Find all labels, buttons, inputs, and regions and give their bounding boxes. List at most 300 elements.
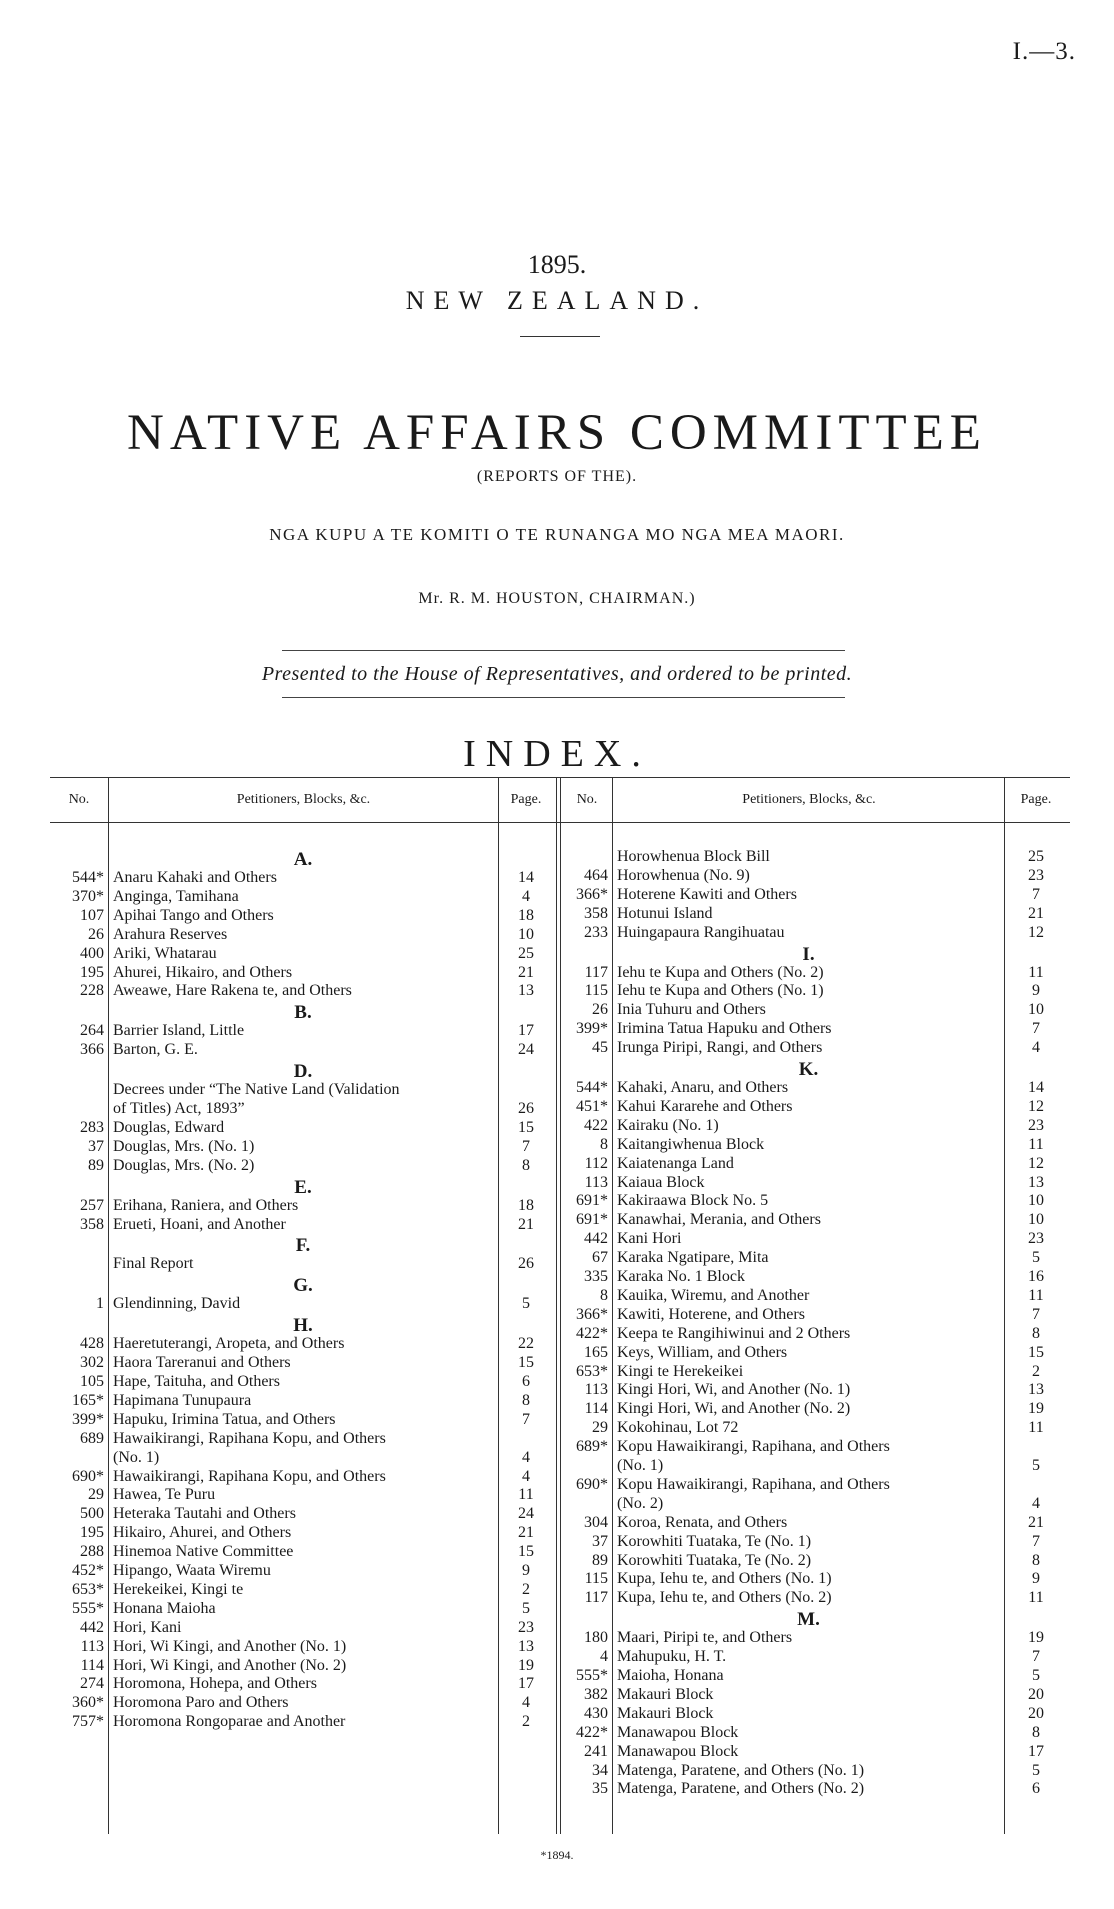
entry-page: 11 [1028,963,1044,981]
entry-number: 302 [80,1354,104,1372]
entry-name: Haeretuterangi, Aropeta, and Others [113,1335,345,1353]
entry-name: Hoterene Kawiti and Others [617,885,797,903]
entry-name: Kokohinau, Lot 72 [617,1419,739,1437]
entry-name: Douglas, Edward [113,1118,225,1136]
entry-number: 113 [584,1173,608,1191]
table-row [0,1344,1114,1362]
entry-name: Keys, William, and Others [617,1343,788,1361]
entry-page: 11 [1028,1589,1044,1607]
entry-number: 464 [584,866,608,884]
entry-page: 19 [1028,1400,1044,1418]
entry-name: Decrees under “The Native Land (Validation [113,1081,400,1099]
table-row [0,1762,1114,1780]
entry-name: Korowhiti Tuataka, Te (No. 2) [617,1551,812,1569]
entry-number: 689* [576,1438,608,1456]
entry-name: Makauri Block [617,1685,714,1703]
country: NEW ZEALAND. [405,286,709,315]
entry-page: 20 [1028,1685,1044,1703]
entry-name: Kaiaua Block [617,1173,705,1191]
entry-page: 24 [518,1041,534,1059]
entry-name: Hotunui Island [617,904,713,922]
entry-number: 399* [72,1410,104,1428]
section-letter: M. [797,1609,820,1631]
entry-page: 21 [1028,904,1044,922]
entry-number: 195 [80,963,104,981]
page-reference: I.—3. [1012,38,1076,65]
entry-page: 22 [518,1335,534,1353]
entry-number: 544* [72,869,104,886]
table-row [0,982,1114,1000]
entry-number: 358 [80,1215,104,1233]
entry-name: Kupa, Iehu te, and Others (No. 2) [617,1589,832,1607]
entry-name: Glendinning, David [113,1295,241,1313]
entry-page: 6 [1032,1780,1040,1798]
entry-name: Kopu Hawaikirangi, Rapihana, and Others [617,1438,890,1456]
entry-number: 26 [592,1001,608,1019]
entry-name: Arahura Reserves [113,925,228,943]
entry-number: 29 [88,1486,104,1504]
entry-number: 117 [584,1589,608,1607]
entry-name: Hinemoa Native Committee [113,1543,294,1561]
table-row [0,1001,1114,1019]
entry-name: (No. 1) [617,1457,664,1474]
entry-number: 89 [592,1551,608,1569]
table-row [0,1211,1114,1229]
entry-name: Kingi Hori, Wi, and Another (No. 1) [617,1381,851,1399]
section-letter: I. [802,943,815,965]
entry-page: 15 [1028,1343,1044,1361]
divider [282,650,845,651]
table-row [0,1117,1114,1135]
table-row [0,1629,1114,1647]
entry-number: 422* [576,1324,608,1342]
table-row [0,1495,1114,1513]
entry-name: Hapimana Tunupaura [113,1391,252,1409]
entry-page: 23 [1028,866,1044,884]
entry-page: 5 [1032,1667,1040,1684]
table-row [0,1438,1114,1456]
entry-name: Karaka Ngatipare, Mita [617,1249,769,1267]
table-row [0,1155,1114,1173]
entry-number: 544* [576,1079,608,1096]
entry-number: 45 [592,1039,608,1057]
entry-number: 366* [576,885,608,903]
footnote: *1894. [540,1848,574,1862]
entry-page: 4 [522,887,530,905]
entry-page: 14 [518,869,534,886]
entry-name: Barrier Island, Little [113,1022,245,1040]
entry-name: Karaka No. 1 Block [617,1268,745,1285]
entry-number: 114 [80,1656,104,1674]
table-row [0,1325,1114,1343]
entry-page: 5 [1032,1761,1040,1779]
table-row [0,1743,1114,1761]
chairman-line: Mr. R. M. HOUSTON, CHAIRMAN.) [418,590,696,607]
entry-number: 358 [584,904,608,922]
entry-name: Horowhenua Block Bill [617,848,770,865]
entry-page: 23 [518,1618,534,1636]
entry-name: Haora Tareranui and Others [113,1354,291,1372]
entry-page: 4 [1032,1494,1040,1512]
entry-page: 17 [518,1022,534,1040]
entry-name: Ahurei, Hikairo, and Others [113,963,293,981]
entry-number: 430 [584,1704,608,1722]
entry-page: 5 [522,1295,530,1313]
entry-page: 6 [522,1373,530,1390]
entry-page: 17 [1028,1742,1044,1760]
entry-page: 21 [1028,1513,1044,1531]
entry-name: Hape, Taituha, and Others [113,1373,280,1390]
table-row [0,1570,1114,1588]
entry-name: Barton, G. E. [113,1041,198,1059]
table-row [0,848,1114,866]
entry-number: 115 [584,982,608,1000]
year: 1895. [527,250,587,279]
entry-name: Hori, Wi Kingi, and Another (No. 1) [113,1637,347,1655]
table-row [0,1667,1114,1685]
entry-number: 366* [576,1305,608,1323]
table-row [0,1039,1114,1057]
entry-name: Matenga, Paratene, and Others (No. 2) [617,1780,865,1798]
table-row [0,1780,1114,1798]
entry-name: (No. 1) [113,1448,160,1466]
entry-page: 4 [522,1448,530,1466]
entry-name: Honana Maioha [113,1599,216,1617]
entry-name: Horowhenua (No. 9) [617,866,750,884]
entry-number: 283 [80,1118,104,1136]
entry-name: Kingi Hori, Wi, and Another (No. 2) [617,1400,851,1418]
table-row [0,1514,1114,1532]
index-heading: INDEX. [463,733,651,775]
header-no-right: No. [576,792,598,807]
table-row [0,1705,1114,1723]
entry-name: Douglas, Mrs. (No. 2) [113,1156,255,1174]
entry-number: 114 [584,1400,608,1418]
entry-page: 26 [518,1255,534,1273]
entry-number: 1 [96,1295,104,1313]
entry-number: 37 [88,1137,104,1155]
entry-page: 9 [1032,982,1040,1000]
table-row [0,1400,1114,1418]
header-page-right: Page. [1020,792,1052,807]
entry-name: Iehu te Kupa and Others (No. 1) [617,982,824,1000]
entry-page: 23 [1028,1230,1044,1248]
entry-page: 10 [1028,1211,1044,1229]
entry-page: 10 [518,925,534,943]
table-row [0,924,1114,942]
table-row [0,1136,1114,1154]
section-letter: B. [294,1002,312,1024]
entry-page: 15 [518,1354,534,1372]
entry-page: 4 [1032,1039,1040,1057]
entry-name: Maari, Piripi te, and Others [617,1629,793,1647]
entry-name: Kupa, Iehu te, and Others (No. 1) [617,1570,832,1588]
entry-name: Kopu Hawaikirangi, Rapihana, and Others [617,1475,890,1493]
entry-number: 442 [584,1230,608,1248]
table-row [0,1079,1114,1097]
table-row [0,886,1114,904]
entry-number: 29 [592,1419,608,1437]
header-no-left: No. [68,792,90,807]
entry-name: Irunga Piripi, Rangi, and Others [617,1039,823,1057]
section-letter: D. [293,1061,313,1083]
section-letter: H. [293,1315,313,1337]
entry-number: 4 [600,1648,608,1666]
entry-number: 274 [80,1675,104,1693]
entry-number: 304 [584,1513,608,1531]
table-row [0,1381,1114,1399]
entry-name: Kakiraawa Block No. 5 [617,1192,769,1210]
entry-page: 7 [522,1137,530,1155]
entry-number: 689 [80,1429,104,1447]
entry-page: 7 [522,1410,530,1428]
entry-page: 11 [1028,1286,1044,1304]
table-row [0,1249,1114,1267]
entry-number: 107 [80,906,104,924]
entry-name: Kaitangiwhenua Block [617,1135,765,1153]
entry-number: 113 [80,1637,104,1655]
entry-number: 115 [584,1570,608,1588]
entry-name: Hipango, Waata Wiremu [113,1562,271,1579]
entry-page: 25 [518,944,534,962]
entry-number: 35 [592,1780,608,1798]
entry-name: Kawiti, Hoterene, and Others [617,1305,805,1323]
entry-name: Koroa, Renata, and Others [617,1513,788,1531]
entry-page: 7 [1032,1532,1040,1550]
entry-name: Kairaku (No. 1) [617,1116,719,1134]
entry-name: Hori, Wi Kingi, and Another (No. 2) [113,1656,347,1674]
entry-name: Maioha, Honana [617,1667,724,1684]
entry-name: Hawaikirangi, Rapihana Kopu, and Others [113,1429,386,1447]
entry-number: 653* [576,1362,608,1380]
entry-name: Horomona Rongoparae and Another [113,1713,346,1731]
entry-number: 555* [576,1667,608,1684]
entry-number: 112 [584,1154,608,1172]
entry-name: Hikairo, Ahurei, and Others [113,1524,292,1542]
table-row [0,1533,1114,1551]
section-letter: E. [294,1176,312,1198]
table-row [0,1419,1114,1437]
entry-page: 19 [1028,1629,1044,1647]
entry-page: 10 [1028,1001,1044,1019]
entry-number: 428 [80,1335,104,1353]
entry-number: 422 [584,1116,608,1134]
entry-page: 20 [1028,1704,1044,1722]
table-row [0,1476,1114,1494]
section-letter: K. [798,1059,819,1080]
entry-name: Erueti, Hoani, and Another [113,1215,286,1233]
table-row [0,1098,1114,1116]
entry-name: Douglas, Mrs. (No. 1) [113,1137,255,1155]
maori-title: NGA KUPU A TE KOMITI O TE RUNANGA MO NGA MEA MAORI. [269,525,845,544]
entry-number: 757* [72,1713,104,1731]
entry-name: Huingapaura Rangihuatau [617,923,785,941]
entry-number: 165* [72,1391,104,1409]
entry-page: 5 [1032,1457,1040,1474]
entry-name: Heteraka Tautahi and Others [113,1505,296,1523]
entry-page: 4 [522,1694,530,1712]
entry-number: 691* [576,1211,608,1229]
table-row [0,1192,1114,1210]
entry-page: 5 [522,1599,530,1617]
entry-name: Herekeikei, Kingi te [113,1580,244,1598]
entry-number: 690* [72,1467,104,1485]
table-row [0,1174,1114,1192]
table-row [0,1686,1114,1704]
entry-number: 360* [72,1694,104,1712]
entry-page: 23 [1028,1116,1044,1134]
entry-name: Kauika, Wiremu, and Another [617,1286,810,1304]
entry-name: Anaru Kahaki and Others [113,869,277,886]
entry-name: Manawapou Block [617,1742,739,1760]
entry-number: 180 [584,1629,608,1647]
entry-name: Kani Hori [617,1230,682,1248]
entry-page: 8 [522,1391,530,1409]
entry-number: 105 [80,1373,104,1390]
entry-name: Kaiatenanga Land [617,1154,734,1172]
presented-line: Presented to the House of Representatives, and ordered to be printed. [261,663,853,685]
entry-number: 500 [80,1505,104,1523]
subtitle: (REPORTS OF THE). [476,468,638,485]
entry-page: 9 [522,1562,530,1579]
entry-page: 2 [522,1580,530,1598]
entry-page: 15 [518,1118,534,1136]
table-row [0,1724,1114,1742]
header-page-left: Page. [510,792,542,807]
entry-page: 21 [518,1524,534,1542]
entry-name: Hawaikirangi, Rapihana Kopu, and Others [113,1467,386,1485]
entry-name: Hapuku, Irimina Tatua, and Others [113,1410,336,1428]
entry-page: 19 [518,1656,534,1674]
entry-number: 690* [576,1475,608,1493]
entry-page: 17 [518,1675,534,1693]
entry-number: 691* [576,1192,608,1210]
entry-number: 117 [584,963,608,981]
entry-page: 7 [1032,885,1040,903]
table-row [0,1287,1114,1305]
entry-name: Kahaki, Anaru, and Others [617,1079,789,1096]
entry-name: Makauri Block [617,1704,714,1722]
entry-page: 7 [1032,1020,1040,1038]
entry-number: 288 [80,1543,104,1561]
entry-number: 8 [600,1286,608,1304]
entry-name: Horomona, Hohepa, and Others [113,1675,317,1693]
entry-number: 399* [576,1020,608,1038]
entry-name: Final Report [113,1255,194,1273]
entry-name: Irimina Tatua Hapuku and Others [617,1020,832,1038]
entry-name: Mahupuku, H. T. [617,1648,727,1666]
entry-number: 89 [88,1156,104,1174]
entry-page: 4 [522,1467,530,1485]
section-letter: G. [293,1275,313,1297]
table-row [0,1020,1114,1038]
entry-page: 7 [1032,1648,1040,1666]
header-name-right: Petitioners, Blocks, &c. [742,792,876,807]
entry-name: Aweawe, Hare Rakena te, and Others [113,982,352,1000]
table-row [0,964,1114,982]
entry-page: 21 [518,1215,534,1233]
entry-name: Keepa te Rangihiwinui and 2 Others [617,1324,851,1342]
entry-page: 16 [1028,1268,1044,1285]
entry-number: 257 [80,1196,104,1214]
entry-name: Manawapou Block [617,1723,739,1741]
entry-page: 9 [1032,1570,1040,1588]
entry-number: 165 [584,1343,608,1361]
divider [282,697,845,698]
entry-number: 26 [88,925,104,943]
entry-number: 452* [72,1562,104,1579]
entry-page: 18 [518,906,534,924]
entry-page: 11 [518,1486,534,1504]
entry-name: Hori, Kani [113,1618,182,1636]
entry-number: 37 [592,1532,608,1550]
entry-number: 366 [80,1041,104,1059]
entry-page: 2 [1032,1362,1040,1380]
entry-page: 8 [1032,1324,1040,1342]
entry-page: 21 [518,963,534,981]
page-title: NATIVE AFFAIRS COMMITTEE [127,405,987,461]
entry-name: (No. 2) [617,1494,664,1512]
entry-page: 18 [518,1196,534,1214]
entry-name: Inia Tuhuru and Others [617,1001,766,1019]
entry-number: 382 [584,1685,608,1703]
entry-number: 653* [72,1580,104,1598]
table-row [0,905,1114,923]
header-name-left: Petitioners, Blocks, &c. [236,792,371,807]
entry-name: Ariki, Whatarau [113,944,217,962]
entry-number: 370* [72,887,104,905]
entry-name: Korowhiti Tuataka, Te (No. 1) [617,1532,812,1550]
table-row [0,1648,1114,1666]
entry-name: Kahui Kararehe and Others [617,1097,793,1115]
entry-number: 335 [584,1268,608,1285]
entry-number: 555* [72,1599,104,1617]
entry-number: 228 [80,982,104,1000]
entry-page: 12 [1028,1097,1044,1115]
entry-number: 34 [592,1761,608,1779]
entry-page: 12 [1028,1154,1044,1172]
entry-name: of Titles) Act, 1893” [113,1100,245,1117]
divider [520,336,600,337]
entry-page: 8 [1032,1551,1040,1569]
entry-page: 25 [1028,848,1044,865]
entry-number: 113 [584,1381,608,1399]
entry-number: 241 [584,1742,608,1760]
entry-page: 5 [1032,1249,1040,1267]
entry-page: 8 [1032,1723,1040,1741]
entry-number: 422* [576,1723,608,1741]
entry-page: 15 [518,1543,534,1561]
entry-number: 195 [80,1524,104,1542]
entry-number: 400 [80,944,104,962]
table-row [0,1268,1114,1286]
entry-number: 451* [576,1097,608,1115]
table-row [0,1457,1114,1475]
entry-name: Horomona Paro and Others [113,1694,289,1712]
entry-name: Matenga, Paratene, and Others (No. 1) [617,1761,865,1779]
entry-page: 10 [1028,1192,1044,1210]
table-row [0,1306,1114,1324]
entry-page: 13 [518,1637,534,1655]
entry-number: 442 [80,1618,104,1636]
entry-page: 11 [1028,1135,1044,1153]
entry-number: 264 [80,1022,104,1040]
entry-name: Hawea, Te Puru [113,1486,216,1504]
table-row [0,1230,1114,1248]
entry-name: Anginga, Tamihana [113,887,239,905]
entry-name: Kingi te Herekeikei [617,1362,744,1380]
table-row [0,1589,1114,1607]
